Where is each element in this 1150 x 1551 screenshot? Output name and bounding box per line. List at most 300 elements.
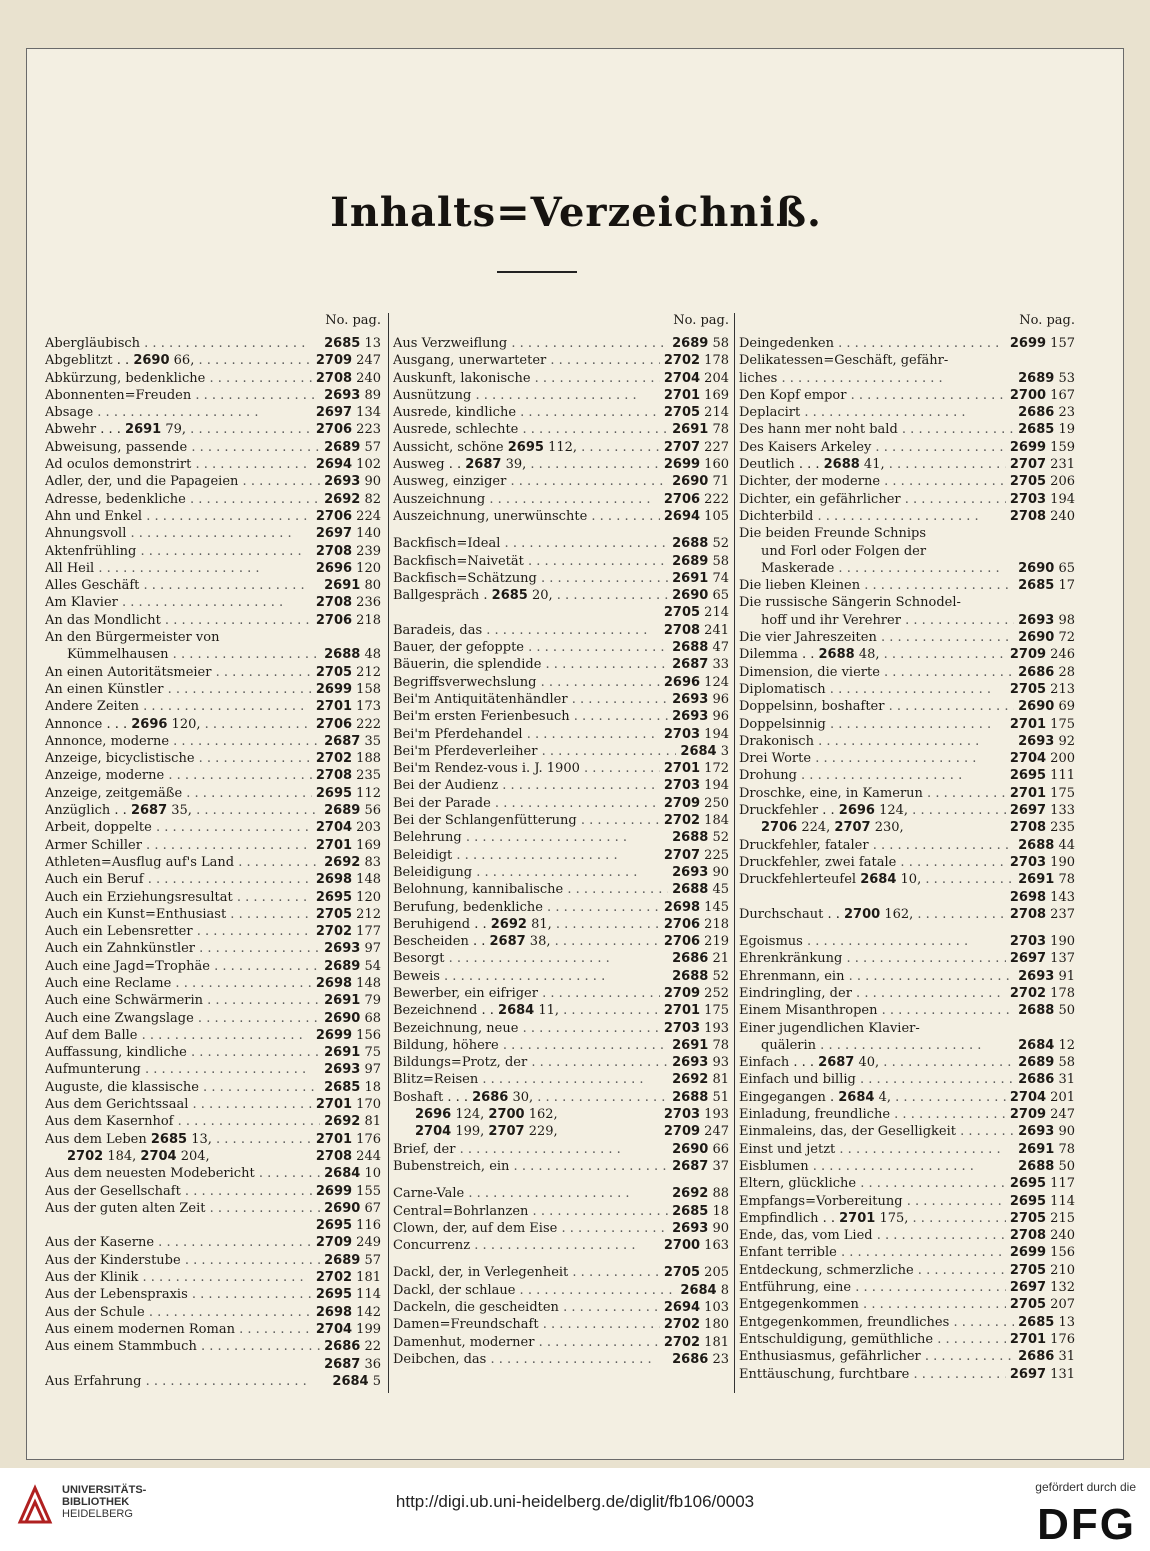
index-entry xyxy=(45,1304,385,1321)
entry-term: Einmaleins, das, der Geselligkeit . . . xyxy=(739,1123,1014,1140)
index-entry xyxy=(45,612,385,629)
entry-reference: 2696 124 xyxy=(663,674,729,690)
entry-reference: 2695 117 xyxy=(1009,1176,1075,1192)
entry-term: Aus dem Kasernhof . . . xyxy=(45,1113,320,1130)
column-header: No. pag. xyxy=(325,313,381,328)
entry-term: liches . . . xyxy=(739,370,1014,387)
index-entry xyxy=(739,968,1079,985)
entry-reference: 2686 31 xyxy=(1018,1349,1075,1365)
entry-reference: 2705 212 xyxy=(315,906,381,922)
index-entry xyxy=(393,1282,733,1299)
entry-reference: 2695 112 xyxy=(315,785,381,801)
entry-reference: 2688 44 xyxy=(1018,837,1075,853)
index-entry xyxy=(739,629,1079,646)
index-entry xyxy=(739,560,1079,577)
index-entry xyxy=(739,1244,1079,1261)
entry-term: Deplacirt . . . xyxy=(739,404,1014,421)
entry-reference: 2708 240 xyxy=(1009,1228,1075,1244)
entry-reference: 2706 222 xyxy=(663,491,729,507)
entry-term: Empfangs=Vorbereitung . . . xyxy=(739,1193,1006,1210)
entry-reference: 2706 222 xyxy=(315,716,381,732)
entry-term: Auskunft, lakonische . . . xyxy=(393,370,660,387)
entry-term: Entgegenkommen . . . xyxy=(739,1296,1006,1313)
index-entry xyxy=(393,708,733,725)
index-entry xyxy=(739,1210,1079,1227)
entry-term: Auch ein Zahnkünstler . . . xyxy=(45,940,320,957)
section-gap xyxy=(739,923,1079,933)
index-entry xyxy=(45,1269,385,1286)
index-entry xyxy=(739,1071,1079,1088)
index-entry xyxy=(739,950,1079,967)
index-entry xyxy=(393,674,733,691)
entry-term: Ehrenmann, ein . . . xyxy=(739,968,1014,985)
index-entry xyxy=(45,577,385,594)
entry-reference: 2685 18 xyxy=(672,1203,729,1219)
entry-term: Aus einem Stammbuch . . . xyxy=(45,1338,320,1355)
entry-reference: 2709 247 xyxy=(315,353,381,369)
index-entry xyxy=(739,698,1079,715)
index-entry xyxy=(45,819,385,836)
entry-reference: 2709 247 xyxy=(663,1124,729,1140)
entry-reference: 2688 51 xyxy=(672,1089,729,1105)
index-entry xyxy=(739,577,1079,594)
entry-term: Abergläubisch . . . xyxy=(45,335,320,352)
index-entry xyxy=(393,1203,733,1220)
index-entry xyxy=(739,1314,1079,1331)
entry-reference: 2684 3 xyxy=(680,743,729,759)
entry-term: Abkürzung, bedenkliche . . . xyxy=(45,370,312,387)
entry-reference: 2701 175 xyxy=(1009,785,1075,801)
entry-reference: 2691 75 xyxy=(324,1045,381,1061)
index-entry xyxy=(393,1071,733,1088)
index-entry xyxy=(739,508,1079,525)
library-name: UNIVERSITÄTS- BIBLIOTHEK HEIDELBERG xyxy=(62,1484,147,1520)
entry-term: Bei'm Rendez-vous i. J. 1900 . . . xyxy=(393,760,660,777)
index-entry xyxy=(393,777,733,794)
entry-term: Entgegenkommen, freundliches . . . xyxy=(739,1314,1014,1331)
index-entry xyxy=(45,421,385,438)
entry-term: Aufmunterung . . . xyxy=(45,1061,320,1078)
entry-term: Ausweg . . 2687 39, . . . xyxy=(393,456,660,473)
entry-term: Auch eine Reclame . . . xyxy=(45,975,312,992)
entry-term: Einfach und billig . . . xyxy=(739,1071,1014,1088)
entry-reference: 2684 8 xyxy=(680,1282,729,1298)
index-entry xyxy=(739,985,1079,1002)
index-entry xyxy=(739,933,1079,950)
entry-reference: 2701 175 xyxy=(1009,716,1075,732)
entry-reference: 2693 90 xyxy=(324,474,381,490)
entry-term: Carne-Vale . . . xyxy=(393,1185,668,1202)
entry-term: Aus der Gesellschaft . . . xyxy=(45,1183,312,1200)
page-title: Inhalts=Verzeichniß. xyxy=(330,189,822,236)
index-entry xyxy=(739,1106,1079,1123)
index-entry xyxy=(393,968,733,985)
entry-reference: 2698 142 xyxy=(315,1304,381,1320)
entry-reference: 2702 178 xyxy=(663,353,729,369)
entry-reference: 2685 19 xyxy=(1018,422,1075,438)
index-entry xyxy=(45,1131,385,1148)
entry-reference: 2702 188 xyxy=(315,751,381,767)
entry-reference: 2689 56 xyxy=(324,803,381,819)
entry-term: Blitz=Reisen . . . xyxy=(393,1071,668,1088)
index-entry xyxy=(45,1252,385,1269)
entry-term: Ausrede, kindliche . . . xyxy=(393,404,660,421)
entry-term: Bei der Audienz . . . xyxy=(393,777,660,794)
entry-reference: 2704 201 xyxy=(1009,1089,1075,1105)
index-entry xyxy=(393,604,733,621)
entry-reference: 2693 98 xyxy=(1018,612,1075,628)
index-entry xyxy=(393,656,733,673)
index-entry xyxy=(739,664,1079,681)
entry-term: 2696 124, 2700 162, xyxy=(415,1107,558,1123)
entry-reference: 2691 78 xyxy=(1018,1141,1075,1157)
entry-term: Eindringling, der . . . xyxy=(739,985,1006,1002)
index-entry xyxy=(393,1123,733,1140)
entry-term: Bezeichnend . . 2684 11, . . . xyxy=(393,1002,660,1019)
entry-term: Belohnung, kannibalische . . . xyxy=(393,881,668,898)
column-header: No. pag. xyxy=(673,313,729,328)
index-entry xyxy=(739,1348,1079,1365)
entry-term: An den Bürgermeister von xyxy=(45,630,220,646)
entry-term: Ende, das, vom Lied . . . xyxy=(739,1227,1006,1244)
entry-reference: 2686 21 xyxy=(672,951,729,967)
index-entry xyxy=(739,525,1079,542)
entry-reference: 2690 66 xyxy=(672,1141,729,1157)
entry-term: Aus der guten alten Zeit . . . xyxy=(45,1200,320,1217)
entry-term: Damenhut, moderner . . . xyxy=(393,1334,660,1351)
entry-reference: 2699 155 xyxy=(315,1183,381,1199)
entry-term: Bei'm Antiquitätenhändler . . . xyxy=(393,691,668,708)
entry-reference: 2695 114 xyxy=(1009,1193,1075,1209)
entry-term: Drei Worte . . . xyxy=(739,750,1006,767)
entry-term: Ahn und Enkel . . . xyxy=(45,508,312,525)
index-entry xyxy=(393,570,733,587)
entry-term: Aus der Kinderstube . . . xyxy=(45,1252,320,1269)
index-entry xyxy=(45,871,385,888)
index-entry xyxy=(739,1089,1079,1106)
entry-reference: 2702 180 xyxy=(663,1317,729,1333)
entry-reference: 2694 103 xyxy=(663,1300,729,1316)
entry-term: Empfindlich . . 2701 175, . . . xyxy=(739,1210,1006,1227)
entry-term: Dichterbild . . . xyxy=(739,508,1006,525)
entry-reference: 2705 207 xyxy=(1009,1297,1075,1313)
entry-reference: 2686 28 xyxy=(1018,664,1075,680)
entry-reference: 2699 156 xyxy=(315,1027,381,1043)
entry-term: Auch ein Erziehungsresultat . . . xyxy=(45,889,312,906)
index-entry xyxy=(739,352,1079,369)
index-entry xyxy=(45,975,385,992)
index-entry xyxy=(739,1227,1079,1244)
entry-reference: 2708 235 xyxy=(1009,820,1075,836)
entry-reference: 2687 37 xyxy=(672,1158,729,1174)
entry-term: Doppelsinn, boshafter . . . xyxy=(739,698,1014,715)
entry-term: Druckfehler, zwei fatale . . . xyxy=(739,854,1006,871)
entry-reference: 2698 145 xyxy=(663,899,729,915)
entry-term: Anzeige, zeitgemäße . . . xyxy=(45,785,312,802)
index-entry xyxy=(45,716,385,733)
entry-term: Die lieben Kleinen . . . xyxy=(739,577,1014,594)
index-entry xyxy=(393,726,733,743)
entry-term: Dackeln, die gescheidten . . . xyxy=(393,1299,660,1316)
entry-term: Eisblumen . . . xyxy=(739,1158,1014,1175)
entry-reference: 2693 93 xyxy=(672,1055,729,1071)
entry-reference: 2703 190 xyxy=(1009,934,1075,950)
index-entry xyxy=(45,698,385,715)
entry-reference: 2702 181 xyxy=(663,1334,729,1350)
entry-term: Aus dem Gerichtssaal . . . xyxy=(45,1096,312,1113)
index-entry xyxy=(739,387,1079,404)
index-entry xyxy=(393,1054,733,1071)
entry-term: 2706 224, 2707 230, xyxy=(761,820,904,836)
entry-reference: 2706 224 xyxy=(315,508,381,524)
entry-term: Concurrenz . . . xyxy=(393,1237,660,1254)
entry-reference: 2702 184 xyxy=(663,813,729,829)
index-entry xyxy=(45,1200,385,1217)
index-entry xyxy=(45,1096,385,1113)
entry-reference: 2700 163 xyxy=(663,1238,729,1254)
index-entry xyxy=(739,370,1079,387)
entry-reference: 2708 240 xyxy=(1009,508,1075,524)
entry-term: Aktenfrühling . . . xyxy=(45,543,312,560)
index-entry xyxy=(45,491,385,508)
entry-term: Bei'm Pferdehandel . . . xyxy=(393,726,660,743)
entry-reference: 2698 143 xyxy=(1009,889,1075,905)
index-entry xyxy=(739,491,1079,508)
entry-reference: 2706 223 xyxy=(315,422,381,438)
entry-reference: 2689 54 xyxy=(324,958,381,974)
entry-term: An einen Autoritätsmeier . . . xyxy=(45,664,312,681)
entry-term: Aus Erfahrung . . . xyxy=(45,1373,328,1390)
entry-reference: 2702 178 xyxy=(1009,985,1075,1001)
entry-term: Drohung . . . xyxy=(739,767,1006,784)
entry-term: Alles Geschäft . . . xyxy=(45,577,320,594)
index-entry xyxy=(393,1316,733,1333)
entry-term: Druckfehler, fataler . . . xyxy=(739,837,1014,854)
column-divider xyxy=(734,313,735,1393)
index-entry xyxy=(739,439,1079,456)
entry-reference: 2697 133 xyxy=(1009,803,1075,819)
entry-term: hoff und ihr Verehrer . . . xyxy=(739,612,1014,629)
index-entry xyxy=(45,1217,385,1234)
index-entry xyxy=(45,1373,385,1390)
entry-term: Kümmelhausen . . . xyxy=(45,646,320,663)
entry-reference: 2695 116 xyxy=(315,1218,381,1234)
entry-term: Enfant terrible . . . xyxy=(739,1244,1006,1261)
entry-reference: 2685 18 xyxy=(324,1079,381,1095)
entry-reference: 2689 57 xyxy=(324,439,381,455)
source-url-link[interactable]: http://digi.ub.uni-heidelberg.de/diglit/fb106/0003 xyxy=(395,1492,755,1511)
entry-term: Aus der Kaserne . . . xyxy=(45,1234,312,1251)
index-entry xyxy=(45,1148,385,1165)
index-entry xyxy=(45,543,385,560)
entry-reference: 2693 89 xyxy=(324,387,381,403)
entry-reference: 2691 78 xyxy=(672,422,729,438)
entry-reference: 2693 91 xyxy=(1018,968,1075,984)
entry-term: Bezeichnung, neue . . . xyxy=(393,1020,660,1037)
entry-term: Eltern, glückliche . . . xyxy=(739,1175,1006,1192)
index-entry xyxy=(739,889,1079,906)
entry-term: Annonce, moderne . . . xyxy=(45,733,320,750)
index-entry xyxy=(45,664,385,681)
entry-reference: 2688 48 xyxy=(324,647,381,663)
entry-term: Bei der Schlangenfütterung . . . xyxy=(393,812,660,829)
entry-reference: 2696 120 xyxy=(315,560,381,576)
index-entry xyxy=(739,1331,1079,1348)
entry-term: Aus einem modernen Roman . . . xyxy=(45,1321,312,1338)
entry-reference: 2700 167 xyxy=(1009,387,1075,403)
entry-reference: 2692 81 xyxy=(672,1072,729,1088)
entry-term: Abonnenten=Freuden . . . xyxy=(45,387,320,404)
index-entry xyxy=(393,587,733,604)
index-entry xyxy=(45,889,385,906)
index-entry xyxy=(45,404,385,421)
index-entry xyxy=(739,543,1079,560)
index-entry xyxy=(393,508,733,525)
index-entry xyxy=(739,802,1079,819)
index-entry xyxy=(393,985,733,1002)
index-entry xyxy=(393,1264,733,1281)
entry-term: Dichter, der moderne . . . xyxy=(739,473,1006,490)
entry-term: Bei'm Pferdeverleiher . . . xyxy=(393,743,676,760)
index-entry xyxy=(45,370,385,387)
entry-reference: 2693 90 xyxy=(672,864,729,880)
entry-term: Adler, der, und die Papageien . . . xyxy=(45,473,320,490)
entry-term: Bei'm ersten Ferienbesuch . . . xyxy=(393,708,668,725)
entry-term: Maskerade . . . xyxy=(739,560,1014,577)
entry-term: Deibchen, das . . . xyxy=(393,1351,668,1368)
entry-reference: 2705 213 xyxy=(1009,681,1075,697)
entry-reference: 2687 36 xyxy=(324,1356,381,1372)
index-entry xyxy=(739,1002,1079,1019)
entry-reference: 2695 114 xyxy=(315,1287,381,1303)
entry-reference: 2709 250 xyxy=(663,795,729,811)
index-entry xyxy=(739,1123,1079,1140)
entry-reference: 2697 134 xyxy=(315,405,381,421)
index-entry xyxy=(393,456,733,473)
entry-term: Damen=Freundschaft . . . xyxy=(393,1316,660,1333)
entry-term: An einen Künstler . . . xyxy=(45,681,312,698)
entry-term: Bildungs=Protz, der . . . xyxy=(393,1054,668,1071)
entry-reference: 2693 97 xyxy=(324,941,381,957)
entry-term: Diplomatisch . . . xyxy=(739,681,1006,698)
index-entry xyxy=(393,335,733,352)
entry-term: Ausrede, schlechte . . . xyxy=(393,421,668,438)
entry-reference: 2694 105 xyxy=(663,508,729,524)
entry-term: Ballgespräch . 2685 20, . . . xyxy=(393,587,668,604)
index-entry xyxy=(739,733,1079,750)
entry-reference: 2692 83 xyxy=(324,854,381,870)
entry-term: Boshaft . . . 2686 30, . . . xyxy=(393,1089,668,1106)
entry-reference: 2703 194 xyxy=(1009,491,1075,507)
entry-term: Auch eine Schwärmerin . . . xyxy=(45,992,320,1009)
entry-term: Des hann mer noht bald . . . xyxy=(739,421,1014,438)
entry-term: Dackl, der, in Verlegenheit . . . xyxy=(393,1264,660,1281)
entry-reference: 2690 71 xyxy=(672,474,729,490)
index-entry xyxy=(739,854,1079,871)
index-entry xyxy=(45,854,385,871)
entry-term: Abgeblitzt . . 2690 66, . . . xyxy=(45,352,312,369)
entry-reference: 2708 235 xyxy=(315,768,381,784)
index-entry xyxy=(393,1141,733,1158)
entry-reference: 2686 31 xyxy=(1018,1072,1075,1088)
entry-reference: 2690 67 xyxy=(324,1200,381,1216)
index-entry xyxy=(739,785,1079,802)
entry-reference: 2691 78 xyxy=(672,1037,729,1053)
entry-reference: 2705 215 xyxy=(1009,1210,1075,1226)
entry-term: Besorgt . . . xyxy=(393,950,668,967)
entry-term: Bewerber, ein eifriger . . . xyxy=(393,985,660,1002)
entry-term: Auch eine Zwangslage . . . xyxy=(45,1010,320,1027)
index-entry xyxy=(739,750,1079,767)
entry-reference: 2688 45 xyxy=(672,882,729,898)
entry-term: Aus der Klinik . . . xyxy=(45,1269,312,1286)
index-entry xyxy=(393,760,733,777)
entry-reference: 2693 96 xyxy=(672,709,729,725)
entry-reference: 2699 160 xyxy=(663,457,729,473)
entry-term: Ehrenkränkung . . . xyxy=(739,950,1006,967)
entry-reference: 2706 219 xyxy=(663,934,729,950)
index-entry xyxy=(739,1262,1079,1279)
index-entry xyxy=(45,629,385,646)
entry-reference: 2709 252 xyxy=(663,985,729,1001)
entry-term: Bubenstreich, ein . . . xyxy=(393,1158,668,1175)
entry-reference: 2688 52 xyxy=(672,536,729,552)
entry-term: Auch ein Lebensretter . . . xyxy=(45,923,312,940)
index-entry xyxy=(45,525,385,542)
index-entry xyxy=(45,1321,385,1338)
entry-term: Bildung, höhere . . . xyxy=(393,1037,668,1054)
entry-term: Belehrung . . . xyxy=(393,829,668,846)
index-column-3 xyxy=(739,313,1079,1383)
entry-reference: 2684 10 xyxy=(324,1166,381,1182)
index-entry xyxy=(45,906,385,923)
index-entry xyxy=(393,404,733,421)
column-header: No. pag. xyxy=(1019,313,1075,328)
index-entry xyxy=(45,335,385,352)
entry-reference: 2702 181 xyxy=(315,1270,381,1286)
entry-term: Eingegangen . 2684 4, . . . xyxy=(739,1089,1006,1106)
entry-reference: 2686 22 xyxy=(324,1339,381,1355)
entry-reference: 2690 65 xyxy=(672,588,729,604)
entry-reference: 2692 88 xyxy=(672,1186,729,1202)
entry-reference: 2701 172 xyxy=(663,761,729,777)
entry-reference: 2703 193 xyxy=(663,1020,729,1036)
entry-reference: 2695 120 xyxy=(315,889,381,905)
entry-term: Einer jugendlichen Klavier- xyxy=(739,1020,920,1036)
index-entry xyxy=(45,1338,385,1355)
entry-term: Aus Verzweiflung . . . xyxy=(393,335,668,352)
index-entry xyxy=(45,1061,385,1078)
index-entry xyxy=(393,352,733,369)
entry-term: Auch ein Kunst=Enthusiast . . . xyxy=(45,906,312,923)
entry-term: Athleten=Ausflug auf's Land . . . xyxy=(45,854,320,871)
index-entry xyxy=(393,1089,733,1106)
entry-term: Entführung, eine . . . xyxy=(739,1279,1006,1296)
index-entry xyxy=(45,940,385,957)
entry-reference: 2708 244 xyxy=(315,1148,381,1164)
entry-reference: 2702 177 xyxy=(315,924,381,940)
entry-reference: 2692 82 xyxy=(324,491,381,507)
entry-reference: 2701 176 xyxy=(1009,1331,1075,1347)
index-entry xyxy=(393,691,733,708)
index-entry xyxy=(739,716,1079,733)
entry-reference: 2701 173 xyxy=(315,699,381,715)
dfg-logo: DFG xyxy=(1037,1500,1136,1549)
entry-reference: 2688 52 xyxy=(672,830,729,846)
index-entry xyxy=(45,1010,385,1027)
index-entry xyxy=(45,560,385,577)
entry-term: Entschuldigung, gemüthliche . . . xyxy=(739,1331,1006,1348)
